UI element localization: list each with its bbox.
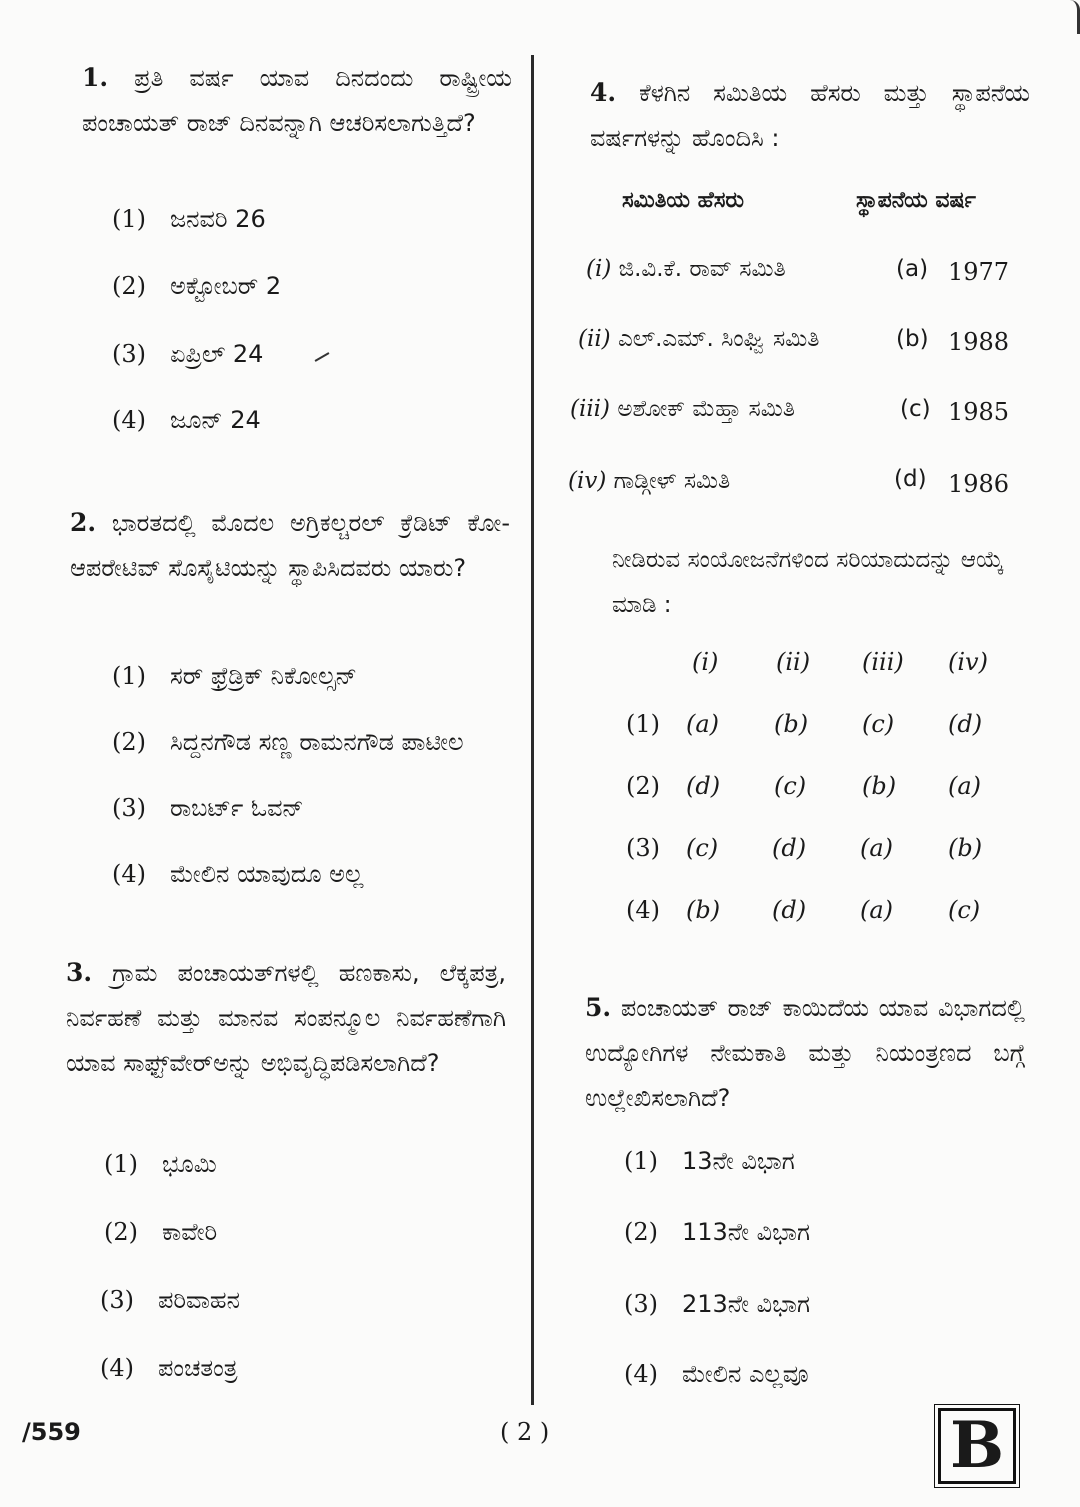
combo-value: (d) bbox=[686, 772, 721, 800]
combo-value: (d) bbox=[772, 896, 807, 924]
option-text: ಪಂಚತಂತ್ರ bbox=[158, 1354, 238, 1382]
option-text: ಜನವರಿ 26 bbox=[170, 205, 266, 233]
option-3[interactable] bbox=[624, 1290, 810, 1318]
committee-name: ಎಲ್.ಎಮ್. ಸಿಂಘ್ವಿ ಸಮಿತಿ bbox=[617, 326, 820, 352]
option-1[interactable] bbox=[624, 1147, 795, 1175]
page-edge-mark bbox=[1069, 0, 1080, 34]
option-1[interactable] bbox=[104, 1150, 217, 1178]
year-value: 1988 bbox=[948, 328, 1010, 356]
option-text: ಜೂನ್ 24 bbox=[170, 406, 261, 434]
option-number: (1) bbox=[104, 1150, 138, 1178]
combo-value: (c) bbox=[686, 834, 719, 862]
question-text: ಭಾರತದಲ್ಲಿ ಮೊದಲ ಅಗ್ರಿಕಲ್ಚರಲ್ ಕ್ರೆಡಿಟ್ ಕೋ-ಆಪರೇಟಿವ್ ಸೊಸೈಟಿಯನ್ನು ಸ್ಥಾಪಿಸಿದವರು ಯಾರು? bbox=[70, 509, 510, 582]
option-2[interactable] bbox=[112, 728, 464, 756]
option-2[interactable] bbox=[104, 1218, 217, 1246]
combo-header: (iv) bbox=[948, 648, 988, 676]
question-number: 1. bbox=[82, 63, 109, 92]
option-number: (2) bbox=[112, 272, 146, 300]
combo-header: (iii) bbox=[862, 648, 904, 676]
option-text: ಸಿದ್ದನಗೌಡ ಸಣ್ಣ ರಾಮನಗೌಡ ಪಾಟೀಲ bbox=[170, 728, 464, 756]
option-4[interactable] bbox=[112, 406, 261, 434]
option-number: (4) bbox=[112, 860, 146, 888]
combo-option-number[interactable]: (1) bbox=[626, 710, 660, 738]
question-3 bbox=[66, 950, 506, 1086]
match-row bbox=[568, 468, 730, 494]
combo-value: (d) bbox=[772, 834, 807, 862]
combo-value: (b) bbox=[862, 772, 897, 800]
year-value: 1977 bbox=[948, 258, 1010, 286]
row-numeral: (iii) bbox=[570, 396, 611, 422]
year-value: 1986 bbox=[948, 470, 1010, 498]
option-number: (1) bbox=[112, 662, 146, 690]
option-text: ಮೇಲಿನ ಎಲ್ಲವೂ bbox=[682, 1360, 809, 1388]
page-number: ( 2 ) bbox=[500, 1418, 550, 1446]
option-text: ಪರಿವಾಹನ bbox=[158, 1286, 240, 1314]
option-4[interactable] bbox=[112, 860, 363, 888]
combo-value: (a) bbox=[686, 710, 720, 738]
question-number: 5. bbox=[585, 993, 612, 1022]
option-3[interactable] bbox=[112, 794, 304, 822]
column-divider bbox=[531, 55, 534, 1405]
pen-tick-mark bbox=[315, 352, 330, 362]
option-number: (2) bbox=[624, 1218, 658, 1246]
question-4-instruction: ನೀಡಿರುವ ಸಂಯೋಜನೆಗಳಿಂದ ಸರಿಯಾದುದನ್ನು ಆಯ್ಕೆ ಮಾಡಿ : bbox=[612, 547, 1004, 618]
option-number: (1) bbox=[112, 205, 146, 233]
question-set-badge: B bbox=[938, 1408, 1016, 1484]
combo-value: (b) bbox=[686, 896, 721, 924]
match-row bbox=[586, 256, 786, 282]
combo-value: (c) bbox=[948, 896, 981, 924]
option-4[interactable] bbox=[100, 1354, 238, 1382]
year-letter: (c) bbox=[900, 396, 931, 422]
question-number: 4. bbox=[590, 78, 617, 107]
option-number: (3) bbox=[624, 1290, 658, 1318]
year-letter: (b) bbox=[896, 326, 929, 352]
year-letter: (a) bbox=[896, 256, 929, 282]
option-3[interactable] bbox=[112, 340, 263, 368]
option-number: (1) bbox=[624, 1147, 658, 1175]
option-text: ಅಕ್ಟೋಬರ್ 2 bbox=[170, 272, 282, 300]
combo-value: (a) bbox=[948, 772, 982, 800]
option-3[interactable] bbox=[100, 1286, 240, 1314]
option-4[interactable] bbox=[624, 1360, 809, 1388]
year-letter: (d) bbox=[894, 466, 927, 492]
option-text: 13ನೇ ವಿಭಾಗ bbox=[682, 1147, 795, 1175]
question-5 bbox=[585, 985, 1025, 1121]
question-4 bbox=[590, 70, 1030, 161]
option-number: (2) bbox=[104, 1218, 138, 1246]
match-row bbox=[578, 326, 819, 352]
column-header-year: ಸ್ಥಾಪನೆಯ ವರ್ಷ bbox=[856, 188, 976, 213]
option-2[interactable] bbox=[624, 1218, 810, 1246]
question-text: ಪ್ರತಿ ವರ್ಷ ಯಾವ ದಿನದಂದು ರಾಷ್ಟ್ರೀಯ ಪಂಚಾಯತ್ ರಾಜ್ ದಿನವನ್ನಾಗಿ ಆಚರಿಸಲಾಗುತ್ತಿದೆ? bbox=[82, 64, 512, 137]
option-text: 113ನೇ ವಿಭಾಗ bbox=[682, 1218, 810, 1246]
row-numeral: (iv) bbox=[568, 468, 607, 494]
row-numeral: (ii) bbox=[578, 326, 611, 352]
column-header-committee: ಸಮಿತಿಯ ಹೆಸರು bbox=[622, 188, 745, 213]
year-value: 1985 bbox=[948, 398, 1010, 426]
option-text: ಏಪ್ರಿಲ್ 24 bbox=[170, 340, 264, 368]
option-1[interactable] bbox=[112, 205, 266, 233]
question-text: ಗ್ರಾಮ ಪಂಚಾಯತ್‌ಗಳಲ್ಲಿ ಹಣಕಾಸು, ಲೆಕ್ಕಪತ್ರ, ನಿರ್ವಹಣೆ ಮತ್ತು ಮಾನವ ಸಂಪನ್ಮೂಲ ನಿರ್ವಹಣೆಗಾಗಿ ಯಾವ ಸಾಫ್ಟ್‌ವೇರ್‌ಅನ್ನು ಅಭಿವೃದ್ಧಿಪಡಿಸಲಾಗಿದೆ? bbox=[66, 959, 506, 1077]
combo-option-number[interactable]: (4) bbox=[626, 896, 660, 924]
combo-option-number[interactable]: (3) bbox=[626, 834, 660, 862]
option-text: ಮೇಲಿನ ಯಾವುದೂ ಅಲ್ಲ bbox=[170, 860, 364, 888]
combo-value: (a) bbox=[860, 834, 894, 862]
question-number: 3. bbox=[66, 958, 93, 987]
question-2 bbox=[70, 500, 510, 591]
option-number: (4) bbox=[100, 1354, 134, 1382]
combo-value: (a) bbox=[860, 896, 894, 924]
option-2[interactable] bbox=[112, 272, 281, 300]
row-numeral: (i) bbox=[586, 256, 612, 282]
combo-value: (c) bbox=[774, 772, 807, 800]
question-text: ಕೆಳಗಿನ ಸಮಿತಿಯ ಹೆಸರು ಮತ್ತು ಸ್ಥಾಪನೆಯ ವರ್ಷಗಳನ್ನು ಹೊಂದಿಸಿ : bbox=[590, 79, 1030, 152]
combo-value: (c) bbox=[862, 710, 895, 738]
combo-value: (b) bbox=[774, 710, 809, 738]
question-text: ಪಂಚಾಯತ್ ರಾಜ್ ಕಾಯಿದೆಯ ಯಾವ ವಿಭಾಗದಲ್ಲಿ ಉದ್ಯೋಗಿಗಳ ನೇಮಕಾತಿ ಮತ್ತು ನಿಯಂತ್ರಣದ ಬಗ್ಗೆ ಉಲ್ಲೇಖಿಸಲಾಗಿದೆ? bbox=[585, 994, 1025, 1112]
option-number: (3) bbox=[112, 794, 146, 822]
question-number: 2. bbox=[70, 508, 97, 537]
committee-name: ಗಾಡ್ಗೀಳ್ ಸಮಿತಿ bbox=[613, 468, 731, 494]
combo-header: (ii) bbox=[776, 648, 811, 676]
committee-name: ಅಶೋಕ್ ಮೆಹ್ತಾ ಸಮಿತಿ bbox=[617, 396, 795, 422]
option-text: ಭೂಮಿ bbox=[162, 1150, 217, 1178]
combo-value: (b) bbox=[948, 834, 983, 862]
committee-name: ಜಿ.ವಿ.ಕೆ. ರಾವ್ ಸಮಿತಿ bbox=[618, 256, 786, 282]
option-number: (4) bbox=[624, 1360, 658, 1388]
option-text: 213ನೇ ವಿಭಾಗ bbox=[682, 1290, 810, 1318]
option-number: (3) bbox=[112, 340, 146, 368]
booklet-code: /559 bbox=[22, 1418, 81, 1446]
option-number: (2) bbox=[112, 728, 146, 756]
combo-value: (d) bbox=[948, 710, 983, 738]
match-row bbox=[570, 396, 795, 422]
option-text: ಕಾವೇರಿ bbox=[162, 1218, 218, 1246]
combo-header: (i) bbox=[692, 648, 719, 676]
option-number: (4) bbox=[112, 406, 146, 434]
option-1[interactable] bbox=[112, 662, 357, 690]
option-number: (3) bbox=[100, 1286, 134, 1314]
option-text: ರಾಬರ್ಟ್ ಓವನ್ bbox=[170, 794, 304, 822]
question-1 bbox=[82, 55, 512, 146]
option-text: ಸರ್ ಫ್ರೆಡ್ರಿಕ್ ನಿಕೋಲ್ಸನ್ bbox=[170, 662, 357, 690]
combo-option-number[interactable]: (2) bbox=[626, 772, 660, 800]
